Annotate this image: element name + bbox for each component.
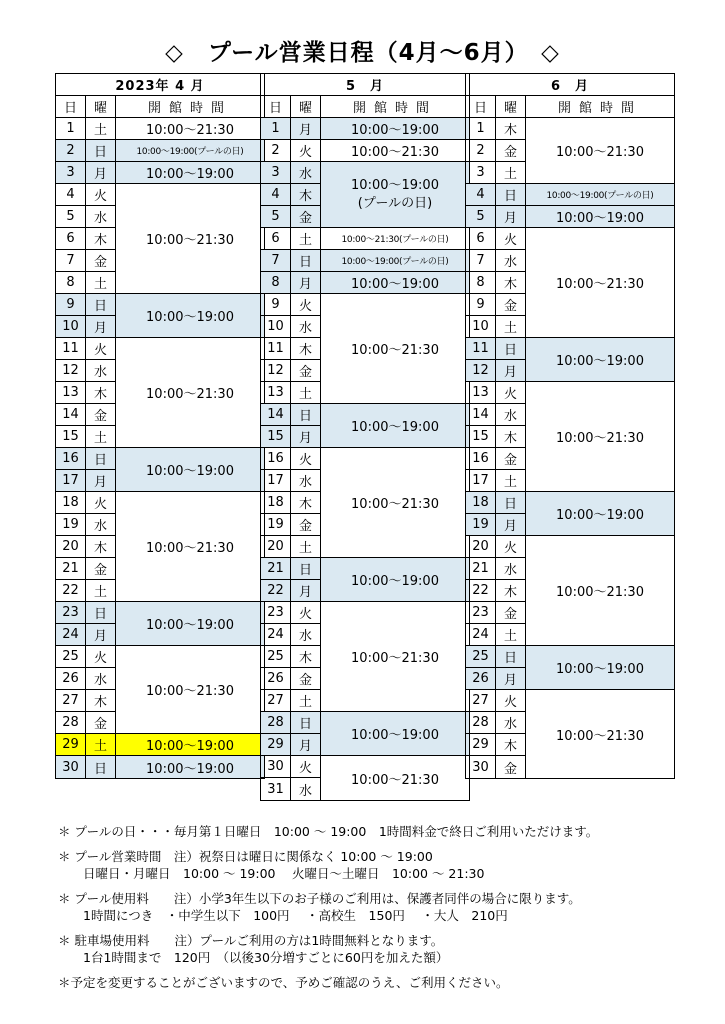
weekday-cell: 水 <box>86 514 116 536</box>
weekday-cell: 金 <box>496 602 526 624</box>
day-cell: 11 <box>56 338 86 360</box>
weekday-cell: 日 <box>496 338 526 360</box>
note-spacer <box>58 840 688 848</box>
weekday-cell: 日 <box>86 140 116 162</box>
hours-cell: 10:00〜19:00(プールの日) <box>526 184 674 206</box>
note-line: 日曜日・月曜日 10:00 〜 19:00 火曜日〜土曜日 10:00 〜 21:30 <box>58 866 485 881</box>
hours-cell: 10:00〜19:00 <box>526 338 674 382</box>
day-cell: 1 <box>261 118 291 140</box>
weekday-cell: 金 <box>291 514 321 536</box>
weekday-cell: 火 <box>496 382 526 404</box>
day-cell: 22 <box>261 580 291 602</box>
day-cell: 8 <box>261 272 291 294</box>
month-heading: 6 月 <box>466 74 674 96</box>
note-line: ＊ プール営業時間 注）祝祭日は曜日に関係なく 10:00 〜 19:00 <box>58 849 433 864</box>
day-cell: 27 <box>56 690 86 712</box>
weekday-cell: 日 <box>496 492 526 514</box>
hours-cell: 10:00〜19:00 <box>116 448 264 492</box>
weekday-cell: 金 <box>496 294 526 316</box>
weekday-cell: 火 <box>291 140 321 162</box>
weekday-cell: 火 <box>86 492 116 514</box>
note-line: ＊ 駐車場使用料 注）プールご利用の方は1時間無料となります。 <box>58 933 444 948</box>
weekday-cell: 金 <box>86 558 116 580</box>
hours-cell: 10:00〜21:30 <box>351 772 439 788</box>
day-cell: 18 <box>56 492 86 514</box>
day-cell: 5 <box>261 206 291 228</box>
weekday-cell: 土 <box>86 118 116 140</box>
weekday-cell: 火 <box>291 294 321 316</box>
day-cell: 23 <box>56 602 86 624</box>
day-column-header: 日 <box>261 96 291 118</box>
hours-cell: 10:00〜19:00 <box>526 206 674 228</box>
hours-cell: 10:00〜19:00 <box>116 756 264 778</box>
day-cell: 2 <box>261 140 291 162</box>
day-cell: 20 <box>466 536 496 558</box>
hours-column-header: 開館時間 <box>526 96 674 118</box>
note-line: ＊ プールの日・・・毎月第１日曜日 10:00 〜 19:00 1時間料金で終日ご利用いただけます。 <box>58 824 599 839</box>
day-cell: 30 <box>466 756 496 778</box>
day-cell: 14 <box>261 404 291 426</box>
day-cell: 19 <box>56 514 86 536</box>
day-cell: 10 <box>466 316 496 338</box>
weekday-cell: 金 <box>496 756 526 778</box>
weekday-cell: 金 <box>86 250 116 272</box>
day-cell: 7 <box>56 250 86 272</box>
weekday-cell: 水 <box>291 470 321 492</box>
day-cell: 18 <box>466 492 496 514</box>
day-cell: 29 <box>261 734 291 756</box>
hours-cell: 10:00〜19:00(プールの日) <box>321 250 469 272</box>
hours-cell: 10:00〜21:30 <box>116 184 264 294</box>
day-cell: 10 <box>56 316 86 338</box>
weekday-cell: 水 <box>496 712 526 734</box>
weekday-cell: 水 <box>291 162 321 184</box>
weekday-cell: 日 <box>291 404 321 426</box>
weekday-cell: 日 <box>291 558 321 580</box>
hours-cell: 10:00〜21:30 <box>116 492 264 602</box>
weekday-cell: 木 <box>496 734 526 756</box>
day-cell: 20 <box>261 536 291 558</box>
day-cell: 29 <box>56 734 86 756</box>
hours-cell: 10:00〜19:00 <box>116 734 264 756</box>
hours-cell: 10:00〜21:30 <box>321 140 469 162</box>
weekday-cell: 土 <box>86 426 116 448</box>
weekday-cell: 土 <box>86 272 116 294</box>
weekday-column-header: 曜 <box>496 96 526 118</box>
day-cell: 9 <box>261 294 291 316</box>
day-cell: 18 <box>261 492 291 514</box>
weekday-cell: 月 <box>496 360 526 382</box>
weekday-cell: 水 <box>86 360 116 382</box>
weekday-cell: 火 <box>291 448 321 470</box>
weekday-cell: 木 <box>496 580 526 602</box>
note-line: 1台1時間まで 120円 （以後30分増すごとに60円を加えた額） <box>58 950 449 965</box>
day-column-header: 日 <box>466 96 496 118</box>
day-cell: 20 <box>56 536 86 558</box>
weekday-cell: 月 <box>496 514 526 536</box>
day-cell: 13 <box>56 382 86 404</box>
day-cell: 8 <box>466 272 496 294</box>
day-cell: 22 <box>56 580 86 602</box>
weekday-cell: 金 <box>291 206 321 228</box>
day-cell: 12 <box>56 360 86 382</box>
weekday-cell: 火 <box>291 756 321 778</box>
day-cell: 26 <box>56 668 86 690</box>
day-cell: 3 <box>261 162 291 184</box>
hours-cell: 10:00〜21:30 <box>526 382 674 492</box>
day-cell: 17 <box>466 470 496 492</box>
weekday-cell: 土 <box>86 734 116 756</box>
day-cell: 4 <box>56 184 86 206</box>
day-cell: 16 <box>466 448 496 470</box>
weekday-cell: 水 <box>86 668 116 690</box>
day-cell: 12 <box>261 360 291 382</box>
day-cell: 6 <box>466 228 496 250</box>
weekday-cell: 日 <box>291 712 321 734</box>
day-cell: 26 <box>466 668 496 690</box>
note-spacer <box>58 882 688 890</box>
weekday-cell: 土 <box>291 228 321 250</box>
day-cell: 30 <box>56 756 86 778</box>
day-cell: 30 <box>261 756 291 778</box>
day-cell: 26 <box>261 668 291 690</box>
hours-cell: 10:00〜19:00 <box>116 162 264 184</box>
weekday-cell: 火 <box>86 184 116 206</box>
hours-cell <box>321 162 469 228</box>
hours-cell: 10:00〜21:30 <box>321 602 469 712</box>
day-cell: 2 <box>56 140 86 162</box>
weekday-cell: 木 <box>496 272 526 294</box>
weekday-cell: 水 <box>291 624 321 646</box>
hours-cell: 10:00〜19:00 <box>116 294 264 338</box>
day-cell: 1 <box>466 118 496 140</box>
weekday-cell: 水 <box>496 558 526 580</box>
note-line: ＊予定を変更することがございますので、予めご確認のうえ、ご利用ください。 <box>58 975 509 990</box>
weekday-cell: 木 <box>496 118 526 140</box>
weekday-cell: 日 <box>86 756 116 778</box>
hours-cell: 10:00〜21:30 <box>526 536 674 646</box>
month-table-may <box>260 73 470 801</box>
day-cell: 16 <box>261 448 291 470</box>
day-cell: 6 <box>261 228 291 250</box>
day-cell: 16 <box>56 448 86 470</box>
day-cell: 13 <box>261 382 291 404</box>
month-heading: 5 月 <box>261 74 469 96</box>
hours-cell: 10:00〜19:00 <box>321 272 469 294</box>
hours-cell: 10:00〜21:30 <box>116 338 264 448</box>
hours-cell: 10:00〜21:30 <box>526 228 674 338</box>
note-spacer <box>58 924 688 932</box>
day-cell: 21 <box>56 558 86 580</box>
weekday-cell: 金 <box>496 448 526 470</box>
weekday-cell: 月 <box>291 580 321 602</box>
day-cell: 2 <box>466 140 496 162</box>
weekday-cell: 金 <box>86 404 116 426</box>
weekday-cell: 月 <box>86 162 116 184</box>
weekday-cell: 火 <box>291 602 321 624</box>
day-cell: 4 <box>261 184 291 206</box>
day-cell: 1 <box>56 118 86 140</box>
weekday-cell: 水 <box>291 778 321 800</box>
weekday-cell: 土 <box>291 536 321 558</box>
weekday-cell: 土 <box>291 382 321 404</box>
weekday-cell: 土 <box>496 162 526 184</box>
day-cell: 6 <box>56 228 86 250</box>
weekday-cell: 木 <box>291 184 321 206</box>
weekday-cell: 月 <box>291 272 321 294</box>
day-cell: 25 <box>261 646 291 668</box>
day-cell: 19 <box>261 514 291 536</box>
day-cell: 14 <box>56 404 86 426</box>
weekday-cell: 土 <box>86 580 116 602</box>
day-cell: 12 <box>466 360 496 382</box>
day-cell: 28 <box>261 712 291 734</box>
day-cell: 7 <box>261 250 291 272</box>
weekday-cell: 木 <box>291 338 321 360</box>
hours-cell: 10:00〜21:30 <box>116 118 264 140</box>
day-cell: 15 <box>261 426 291 448</box>
hours-cell: 10:00〜19:00 <box>526 646 674 690</box>
day-cell: 7 <box>466 250 496 272</box>
weekday-cell: 月 <box>291 426 321 448</box>
hours-cell: 10:00〜21:30 <box>526 118 674 184</box>
day-cell: 8 <box>56 272 86 294</box>
page-title: ◇ プール営業日程（4月〜6月） ◇ <box>165 40 560 66</box>
day-cell: 21 <box>466 558 496 580</box>
day-cell: 5 <box>56 206 86 228</box>
hours-cell: 10:00〜19:00 <box>321 404 469 448</box>
weekday-cell: 土 <box>496 316 526 338</box>
hours-cell: 10:00〜21:30 <box>321 448 469 558</box>
weekday-cell: 日 <box>86 294 116 316</box>
day-cell: 25 <box>466 646 496 668</box>
day-cell: 10 <box>261 316 291 338</box>
hours-text: 10:00〜19:00 <box>351 177 439 193</box>
note-line: 1時間につき ・中学生以下 100円 ・高校生 150円 ・大人 210円 <box>58 908 508 923</box>
weekday-cell: 月 <box>496 668 526 690</box>
weekday-cell: 金 <box>291 668 321 690</box>
day-cell: 28 <box>466 712 496 734</box>
day-cell: 9 <box>56 294 86 316</box>
hours-cell: 10:00〜19:00(プールの日) <box>116 140 264 162</box>
day-cell: 14 <box>466 404 496 426</box>
note-spacer <box>58 966 688 974</box>
weekday-cell: 火 <box>496 536 526 558</box>
weekday-cell: 水 <box>291 316 321 338</box>
hours-cell: 10:00〜19:00 <box>321 118 469 140</box>
day-cell: 27 <box>466 690 496 712</box>
weekday-cell: 木 <box>86 382 116 404</box>
weekday-cell: 水 <box>496 250 526 272</box>
weekday-cell: 月 <box>291 118 321 140</box>
weekday-cell: 土 <box>496 624 526 646</box>
weekday-cell: 月 <box>291 734 321 756</box>
weekday-cell: 火 <box>496 228 526 250</box>
weekday-cell: 土 <box>291 690 321 712</box>
hours-cell: 10:00〜21:30 <box>556 728 644 744</box>
hours-cell: 10:00〜21:30 <box>116 646 264 734</box>
hours-column-header: 開館時間 <box>321 96 469 118</box>
hours-cell: 10:00〜19:00 <box>321 558 469 602</box>
weekday-cell: 月 <box>86 624 116 646</box>
day-cell: 31 <box>261 778 291 800</box>
weekday-cell: 日 <box>86 448 116 470</box>
note-line: ＊ プール使用料 注）小学3年生以下のお子様のご利用は、保護者同伴の場合に限ります。 <box>58 891 581 906</box>
day-cell: 19 <box>466 514 496 536</box>
weekday-column-header: 曜 <box>291 96 321 118</box>
day-cell: 15 <box>466 426 496 448</box>
weekday-cell: 日 <box>291 250 321 272</box>
weekday-cell: 日 <box>496 184 526 206</box>
day-column-header: 日 <box>56 96 86 118</box>
month-heading: 2023年 4 月 <box>56 74 264 96</box>
weekday-cell: 月 <box>86 470 116 492</box>
weekday-cell: 月 <box>86 316 116 338</box>
weekday-cell: 木 <box>86 536 116 558</box>
weekday-cell: 火 <box>86 646 116 668</box>
day-cell: 11 <box>466 338 496 360</box>
hours-cell: 10:00〜21:30 <box>321 294 469 404</box>
hours-cell: 10:00〜19:00 <box>526 492 674 536</box>
weekday-column-header: 曜 <box>86 96 116 118</box>
weekday-cell: 木 <box>291 646 321 668</box>
month-table-april <box>55 73 265 779</box>
hours-column-header: 開館時間 <box>116 96 264 118</box>
day-cell: 21 <box>261 558 291 580</box>
day-cell: 17 <box>261 470 291 492</box>
day-cell: 24 <box>261 624 291 646</box>
hours-note: (プールの日) <box>357 195 433 211</box>
weekday-cell: 金 <box>496 140 526 162</box>
day-cell: 13 <box>466 382 496 404</box>
hours-cell: 10:00〜19:00 <box>116 602 264 646</box>
weekday-cell: 土 <box>496 470 526 492</box>
day-cell: 23 <box>466 602 496 624</box>
weekday-cell: 水 <box>496 404 526 426</box>
day-cell: 29 <box>466 734 496 756</box>
day-cell: 4 <box>466 184 496 206</box>
weekday-cell: 日 <box>496 646 526 668</box>
day-cell: 22 <box>466 580 496 602</box>
weekday-cell: 水 <box>86 206 116 228</box>
day-cell: 17 <box>56 470 86 492</box>
day-cell: 3 <box>466 162 496 184</box>
hours-cell: 10:00〜19:00 <box>321 712 469 756</box>
weekday-cell: 木 <box>496 426 526 448</box>
hours-cell: 10:00〜21:30(プールの日) <box>321 228 469 250</box>
weekday-cell: 金 <box>86 712 116 734</box>
weekday-cell: 金 <box>291 360 321 382</box>
day-cell: 23 <box>261 602 291 624</box>
day-cell: 15 <box>56 426 86 448</box>
day-cell: 5 <box>466 206 496 228</box>
day-cell: 27 <box>261 690 291 712</box>
notes-section <box>58 823 688 991</box>
weekday-cell: 木 <box>86 690 116 712</box>
weekday-cell: 火 <box>86 338 116 360</box>
weekday-cell: 月 <box>496 206 526 228</box>
day-cell: 3 <box>56 162 86 184</box>
day-cell: 25 <box>56 646 86 668</box>
day-cell: 24 <box>56 624 86 646</box>
weekday-cell: 木 <box>86 228 116 250</box>
weekday-cell: 火 <box>496 690 526 712</box>
weekday-cell: 日 <box>86 602 116 624</box>
day-cell: 28 <box>56 712 86 734</box>
day-cell: 9 <box>466 294 496 316</box>
month-table-june <box>465 73 675 779</box>
weekday-cell: 木 <box>291 492 321 514</box>
day-cell: 11 <box>261 338 291 360</box>
day-cell: 24 <box>466 624 496 646</box>
